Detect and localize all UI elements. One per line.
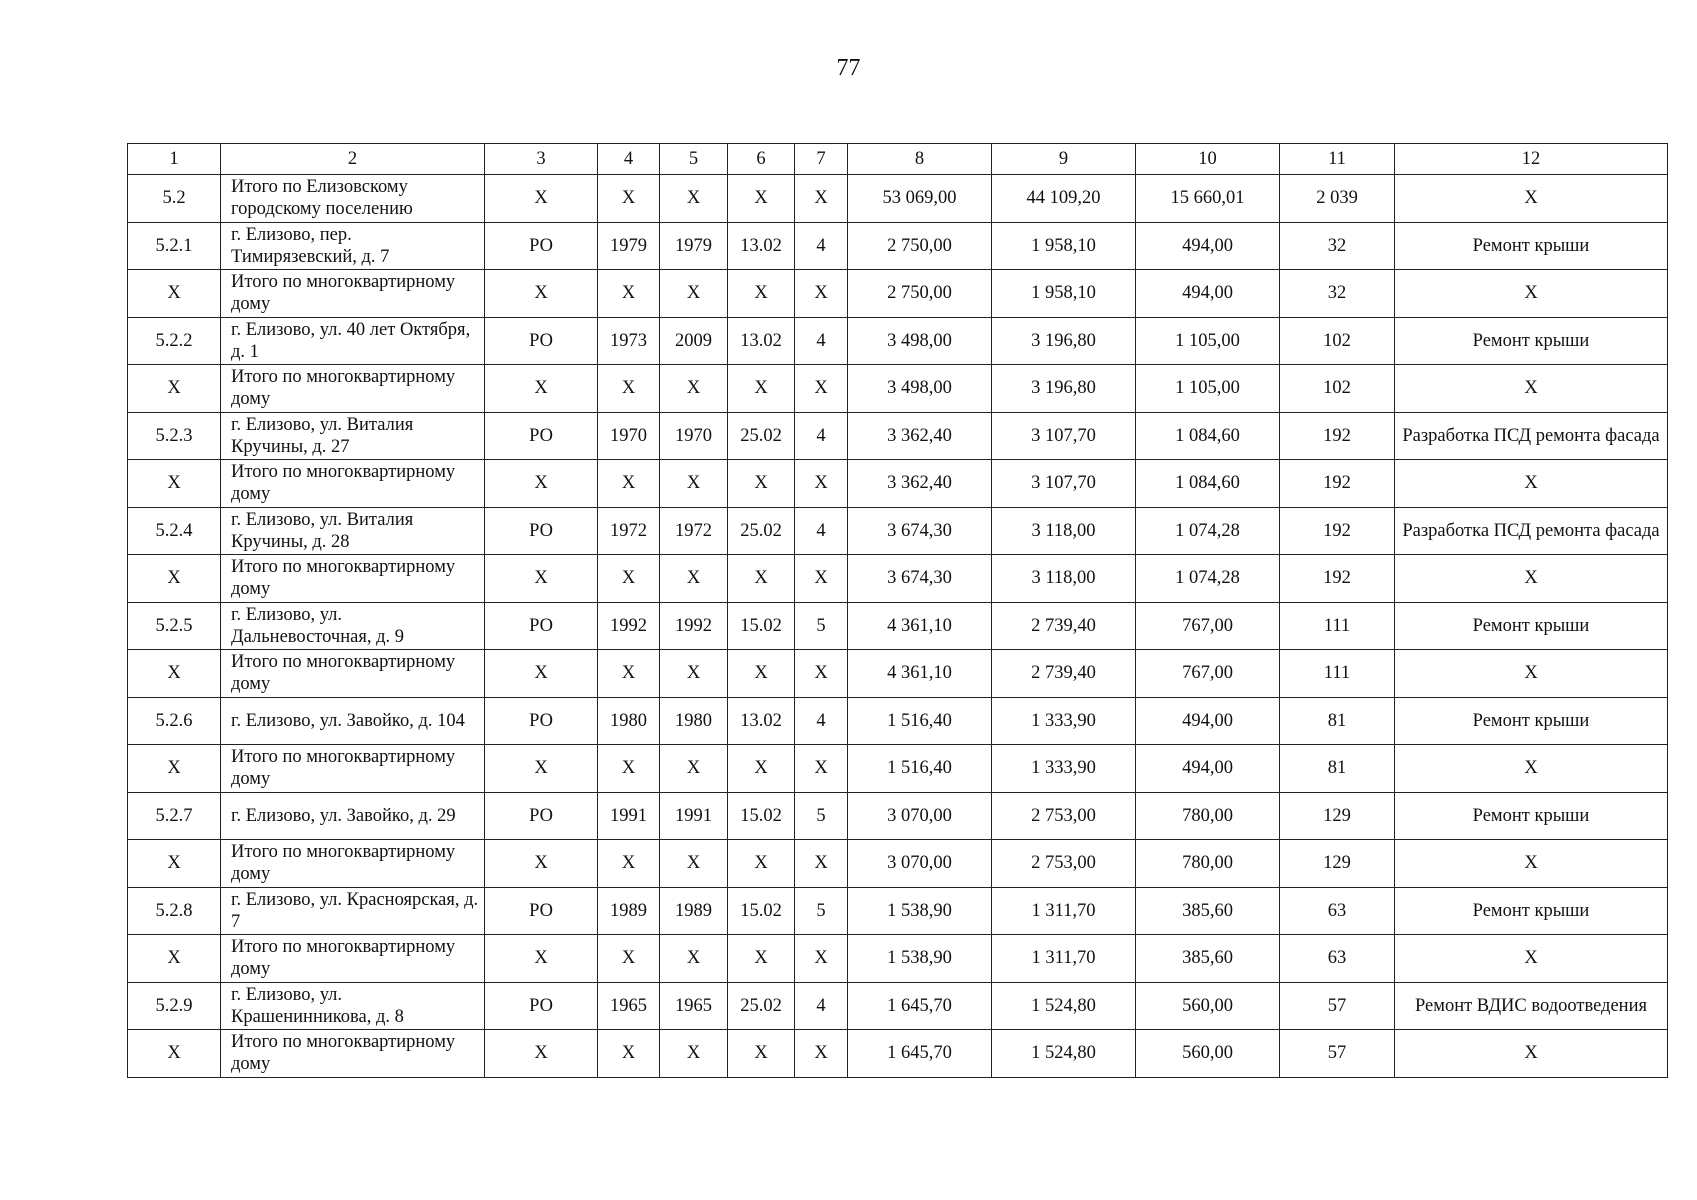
work-type-cell: Ремонт ВДИС водоотведения <box>1395 982 1668 1030</box>
column-number-cell: 12 <box>1395 144 1668 175</box>
address-cell: Итого по многоквартирному дому <box>221 555 485 603</box>
commission-year-cell: X <box>598 650 660 698</box>
item-number-cell: 5.2.9 <box>128 982 221 1030</box>
work-type-cell: X <box>1395 270 1668 318</box>
floors-cell: 5 <box>795 602 848 650</box>
roof-area-cell: 560,00 <box>1136 982 1280 1030</box>
ownership-form-cell: X <box>485 175 598 223</box>
table-row <box>128 317 1668 365</box>
reconstruction-year-cell: X <box>660 935 728 983</box>
roof-area-cell: 494,00 <box>1136 697 1280 745</box>
roof-area-cell: 494,00 <box>1136 745 1280 793</box>
table-row <box>128 412 1668 460</box>
address-cell: г. Елизово, ул. Завойко, д. 29 <box>221 792 485 840</box>
reconstruction-year-cell: 1972 <box>660 507 728 555</box>
item-number-cell: X <box>128 460 221 508</box>
work-type-cell: Ремонт крыши <box>1395 697 1668 745</box>
wall-material-code-cell: X <box>728 270 795 318</box>
reconstruction-year-cell: X <box>660 840 728 888</box>
roof-area-cell: 494,00 <box>1136 270 1280 318</box>
total-area-cell: 1 516,40 <box>848 745 992 793</box>
ownership-form-cell: РО <box>485 222 598 270</box>
wall-material-code-cell: 13.02 <box>728 222 795 270</box>
floors-cell: X <box>795 460 848 508</box>
item-number-cell: X <box>128 935 221 983</box>
residents-cell: 129 <box>1280 792 1395 840</box>
work-type-cell: Разработка ПСД ремонта фасада <box>1395 412 1668 460</box>
column-number-cell: 6 <box>728 144 795 175</box>
residents-cell: 57 <box>1280 1030 1395 1078</box>
address-cell: г. Елизово, ул. Завойко, д. 104 <box>221 697 485 745</box>
reconstruction-year-cell: 1979 <box>660 222 728 270</box>
wall-material-code-cell: X <box>728 365 795 413</box>
living-area-cell: 1 333,90 <box>992 745 1136 793</box>
residents-cell: 32 <box>1280 270 1395 318</box>
commission-year-cell: 1965 <box>598 982 660 1030</box>
table-row <box>128 887 1668 935</box>
living-area-cell: 44 109,20 <box>992 175 1136 223</box>
total-area-cell: 3 674,30 <box>848 507 992 555</box>
table-row <box>128 792 1668 840</box>
reconstruction-year-cell: X <box>660 460 728 508</box>
work-type-cell: Ремонт крыши <box>1395 222 1668 270</box>
residents-cell: 81 <box>1280 745 1395 793</box>
living-area-cell: 1 311,70 <box>992 887 1136 935</box>
roof-area-cell: 1 074,28 <box>1136 555 1280 603</box>
roof-area-cell: 1 084,60 <box>1136 412 1280 460</box>
column-number-cell: 2 <box>221 144 485 175</box>
living-area-cell: 1 311,70 <box>992 935 1136 983</box>
living-area-cell: 3 196,80 <box>992 317 1136 365</box>
living-area-cell: 1 524,80 <box>992 1030 1136 1078</box>
floors-cell: X <box>795 175 848 223</box>
roof-area-cell: 15 660,01 <box>1136 175 1280 223</box>
table-row <box>128 1030 1668 1078</box>
ownership-form-cell: РО <box>485 792 598 840</box>
item-number-cell: 5.2.3 <box>128 412 221 460</box>
work-type-cell: X <box>1395 935 1668 983</box>
item-number-cell: 5.2.1 <box>128 222 221 270</box>
address-cell: Итого по многоквартирному дому <box>221 935 485 983</box>
table-row <box>128 697 1668 745</box>
table-row <box>128 745 1668 793</box>
total-area-cell: 3 362,40 <box>848 412 992 460</box>
column-number-cell: 10 <box>1136 144 1280 175</box>
commission-year-cell: 1989 <box>598 887 660 935</box>
roof-area-cell: 560,00 <box>1136 1030 1280 1078</box>
roof-area-cell: 767,00 <box>1136 650 1280 698</box>
total-area-cell: 53 069,00 <box>848 175 992 223</box>
ownership-form-cell: X <box>485 270 598 318</box>
living-area-cell: 2 739,40 <box>992 650 1136 698</box>
work-type-cell: Ремонт крыши <box>1395 317 1668 365</box>
residents-cell: 111 <box>1280 650 1395 698</box>
column-number-cell: 3 <box>485 144 598 175</box>
floors-cell: 5 <box>795 792 848 840</box>
total-area-cell: 4 361,10 <box>848 650 992 698</box>
work-type-cell: Ремонт крыши <box>1395 792 1668 840</box>
total-area-cell: 1 538,90 <box>848 935 992 983</box>
floors-cell: X <box>795 650 848 698</box>
table-row <box>128 840 1668 888</box>
wall-material-code-cell: 25.02 <box>728 507 795 555</box>
living-area-cell: 3 118,00 <box>992 507 1136 555</box>
reconstruction-year-cell: 2009 <box>660 317 728 365</box>
living-area-cell: 2 739,40 <box>992 602 1136 650</box>
total-area-cell: 2 750,00 <box>848 270 992 318</box>
ownership-form-cell: X <box>485 460 598 508</box>
residents-cell: 102 <box>1280 317 1395 365</box>
address-cell: Итого по многоквартирному дому <box>221 650 485 698</box>
item-number-cell: X <box>128 745 221 793</box>
commission-year-cell: 1973 <box>598 317 660 365</box>
reconstruction-year-cell: 1991 <box>660 792 728 840</box>
roof-area-cell: 385,60 <box>1136 935 1280 983</box>
column-number-cell: 4 <box>598 144 660 175</box>
floors-cell: X <box>795 555 848 603</box>
total-area-cell: 3 362,40 <box>848 460 992 508</box>
ownership-form-cell: РО <box>485 602 598 650</box>
total-area-cell: 1 516,40 <box>848 697 992 745</box>
repair-program-table <box>127 143 1668 1078</box>
ownership-form-cell: X <box>485 935 598 983</box>
address-cell: г. Елизово, ул. Виталия Кручины, д. 27 <box>221 412 485 460</box>
total-area-cell: 1 645,70 <box>848 982 992 1030</box>
living-area-cell: 1 524,80 <box>992 982 1136 1030</box>
wall-material-code-cell: X <box>728 650 795 698</box>
floors-cell: 5 <box>795 887 848 935</box>
work-type-cell: Разработка ПСД ремонта фасада <box>1395 507 1668 555</box>
living-area-cell: 1 333,90 <box>992 697 1136 745</box>
commission-year-cell: 1979 <box>598 222 660 270</box>
column-number-cell: 5 <box>660 144 728 175</box>
table-row <box>128 650 1668 698</box>
item-number-cell: X <box>128 1030 221 1078</box>
ownership-form-cell: РО <box>485 887 598 935</box>
total-area-cell: 3 070,00 <box>848 840 992 888</box>
reconstruction-year-cell: 1992 <box>660 602 728 650</box>
ownership-form-cell: X <box>485 555 598 603</box>
residents-cell: 192 <box>1280 555 1395 603</box>
address-cell: Итого по многоквартирному дому <box>221 840 485 888</box>
reconstruction-year-cell: 1989 <box>660 887 728 935</box>
floors-cell: 4 <box>795 982 848 1030</box>
roof-area-cell: 1 084,60 <box>1136 460 1280 508</box>
commission-year-cell: X <box>598 175 660 223</box>
total-area-cell: 2 750,00 <box>848 222 992 270</box>
reconstruction-year-cell: 1980 <box>660 697 728 745</box>
floors-cell: X <box>795 935 848 983</box>
address-cell: Итого по многоквартирному дому <box>221 460 485 508</box>
reconstruction-year-cell: X <box>660 745 728 793</box>
reconstruction-year-cell: X <box>660 365 728 413</box>
table-row <box>128 555 1668 603</box>
wall-material-code-cell: X <box>728 745 795 793</box>
wall-material-code-cell: X <box>728 1030 795 1078</box>
reconstruction-year-cell: X <box>660 650 728 698</box>
work-type-cell: X <box>1395 555 1668 603</box>
address-cell: г. Елизово, пер. Тимирязевский, д. 7 <box>221 222 485 270</box>
residents-cell: 192 <box>1280 507 1395 555</box>
roof-area-cell: 494,00 <box>1136 222 1280 270</box>
ownership-form-cell: X <box>485 840 598 888</box>
ownership-form-cell: РО <box>485 507 598 555</box>
roof-area-cell: 780,00 <box>1136 792 1280 840</box>
wall-material-code-cell: X <box>728 840 795 888</box>
ownership-form-cell: X <box>485 1030 598 1078</box>
wall-material-code-cell: 15.02 <box>728 602 795 650</box>
wall-material-code-cell: 13.02 <box>728 317 795 365</box>
wall-material-code-cell: 25.02 <box>728 982 795 1030</box>
commission-year-cell: 1972 <box>598 507 660 555</box>
item-number-cell: X <box>128 840 221 888</box>
item-number-cell: 5.2.5 <box>128 602 221 650</box>
floors-cell: X <box>795 840 848 888</box>
residents-cell: 63 <box>1280 887 1395 935</box>
address-cell: Итого по многоквартирному дому <box>221 1030 485 1078</box>
work-type-cell: X <box>1395 460 1668 508</box>
floors-cell: 4 <box>795 317 848 365</box>
roof-area-cell: 1 105,00 <box>1136 317 1280 365</box>
address-cell: Итого по многоквартирному дому <box>221 745 485 793</box>
total-area-cell: 4 361,10 <box>848 602 992 650</box>
residents-cell: 81 <box>1280 697 1395 745</box>
address-cell: г. Елизово, ул. Красноярская, д. 7 <box>221 887 485 935</box>
floors-cell: X <box>795 365 848 413</box>
living-area-cell: 3 118,00 <box>992 555 1136 603</box>
work-type-cell: Ремонт крыши <box>1395 887 1668 935</box>
address-cell: г. Елизово, ул. Крашенинникова, д. 8 <box>221 982 485 1030</box>
commission-year-cell: X <box>598 1030 660 1078</box>
address-cell: Итого по многоквартирному дому <box>221 270 485 318</box>
roof-area-cell: 385,60 <box>1136 887 1280 935</box>
living-area-cell: 2 753,00 <box>992 792 1136 840</box>
living-area-cell: 3 196,80 <box>992 365 1136 413</box>
item-number-cell: X <box>128 650 221 698</box>
work-type-cell: X <box>1395 840 1668 888</box>
residents-cell: 192 <box>1280 460 1395 508</box>
roof-area-cell: 1 105,00 <box>1136 365 1280 413</box>
table-row <box>128 175 1668 223</box>
floors-cell: X <box>795 745 848 793</box>
residents-cell: 192 <box>1280 412 1395 460</box>
residents-cell: 63 <box>1280 935 1395 983</box>
wall-material-code-cell: X <box>728 175 795 223</box>
floors-cell: 4 <box>795 697 848 745</box>
residents-cell: 111 <box>1280 602 1395 650</box>
address-cell: г. Елизово, ул. 40 лет Октября, д. 1 <box>221 317 485 365</box>
wall-material-code-cell: 15.02 <box>728 887 795 935</box>
ownership-form-cell: РО <box>485 982 598 1030</box>
address-cell: Итого по Елизовскому городскому поселению <box>221 175 485 223</box>
residents-cell: 32 <box>1280 222 1395 270</box>
commission-year-cell: 1991 <box>598 792 660 840</box>
wall-material-code-cell: 13.02 <box>728 697 795 745</box>
commission-year-cell: X <box>598 745 660 793</box>
roof-area-cell: 780,00 <box>1136 840 1280 888</box>
reconstruction-year-cell: 1965 <box>660 982 728 1030</box>
commission-year-cell: X <box>598 840 660 888</box>
floors-cell: X <box>795 1030 848 1078</box>
wall-material-code-cell: X <box>728 935 795 983</box>
item-number-cell: X <box>128 270 221 318</box>
total-area-cell: 3 498,00 <box>848 317 992 365</box>
item-number-cell: 5.2.4 <box>128 507 221 555</box>
ownership-form-cell: РО <box>485 697 598 745</box>
reconstruction-year-cell: X <box>660 175 728 223</box>
commission-year-cell: X <box>598 365 660 413</box>
table-row <box>128 982 1668 1030</box>
reconstruction-year-cell: X <box>660 1030 728 1078</box>
total-area-cell: 3 498,00 <box>848 365 992 413</box>
work-type-cell: X <box>1395 175 1668 223</box>
address-cell: г. Елизово, ул. Дальневосточная, д. 9 <box>221 602 485 650</box>
table-header-row <box>128 144 1668 175</box>
living-area-cell: 1 958,10 <box>992 270 1136 318</box>
table-row <box>128 507 1668 555</box>
commission-year-cell: X <box>598 935 660 983</box>
floors-cell: 4 <box>795 412 848 460</box>
commission-year-cell: 1970 <box>598 412 660 460</box>
reconstruction-year-cell: X <box>660 270 728 318</box>
work-type-cell: X <box>1395 1030 1668 1078</box>
wall-material-code-cell: X <box>728 460 795 508</box>
table-row <box>128 270 1668 318</box>
total-area-cell: 3 070,00 <box>848 792 992 840</box>
item-number-cell: 5.2 <box>128 175 221 223</box>
table-row <box>128 222 1668 270</box>
address-cell: Итого по многоквартирному дому <box>221 365 485 413</box>
work-type-cell: X <box>1395 650 1668 698</box>
address-cell: г. Елизово, ул. Виталия Кручины, д. 28 <box>221 507 485 555</box>
living-area-cell: 2 753,00 <box>992 840 1136 888</box>
item-number-cell: 5.2.7 <box>128 792 221 840</box>
table-row <box>128 935 1668 983</box>
item-number-cell: X <box>128 555 221 603</box>
column-number-cell: 7 <box>795 144 848 175</box>
table-row <box>128 602 1668 650</box>
wall-material-code-cell: 15.02 <box>728 792 795 840</box>
commission-year-cell: X <box>598 460 660 508</box>
total-area-cell: 1 538,90 <box>848 887 992 935</box>
commission-year-cell: 1980 <box>598 697 660 745</box>
table-row <box>128 460 1668 508</box>
page-number: 77 <box>836 55 861 81</box>
total-area-cell: 1 645,70 <box>848 1030 992 1078</box>
commission-year-cell: X <box>598 270 660 318</box>
roof-area-cell: 1 074,28 <box>1136 507 1280 555</box>
item-number-cell: 5.2.2 <box>128 317 221 365</box>
column-number-cell: 11 <box>1280 144 1395 175</box>
column-number-cell: 8 <box>848 144 992 175</box>
table-row <box>128 365 1668 413</box>
ownership-form-cell: X <box>485 650 598 698</box>
work-type-cell: X <box>1395 745 1668 793</box>
wall-material-code-cell: X <box>728 555 795 603</box>
reconstruction-year-cell: 1970 <box>660 412 728 460</box>
residents-cell: 102 <box>1280 365 1395 413</box>
item-number-cell: 5.2.6 <box>128 697 221 745</box>
commission-year-cell: X <box>598 555 660 603</box>
living-area-cell: 3 107,70 <box>992 412 1136 460</box>
residents-cell: 129 <box>1280 840 1395 888</box>
work-type-cell: X <box>1395 365 1668 413</box>
living-area-cell: 3 107,70 <box>992 460 1136 508</box>
floors-cell: 4 <box>795 222 848 270</box>
commission-year-cell: 1992 <box>598 602 660 650</box>
residents-cell: 57 <box>1280 982 1395 1030</box>
wall-material-code-cell: 25.02 <box>728 412 795 460</box>
column-number-cell: 1 <box>128 144 221 175</box>
floors-cell: X <box>795 270 848 318</box>
ownership-form-cell: РО <box>485 412 598 460</box>
item-number-cell: 5.2.8 <box>128 887 221 935</box>
ownership-form-cell: X <box>485 745 598 793</box>
item-number-cell: X <box>128 365 221 413</box>
ownership-form-cell: РО <box>485 317 598 365</box>
work-type-cell: Ремонт крыши <box>1395 602 1668 650</box>
column-number-cell: 9 <box>992 144 1136 175</box>
residents-cell: 2 039 <box>1280 175 1395 223</box>
ownership-form-cell: X <box>485 365 598 413</box>
floors-cell: 4 <box>795 507 848 555</box>
roof-area-cell: 767,00 <box>1136 602 1280 650</box>
reconstruction-year-cell: X <box>660 555 728 603</box>
total-area-cell: 3 674,30 <box>848 555 992 603</box>
living-area-cell: 1 958,10 <box>992 222 1136 270</box>
